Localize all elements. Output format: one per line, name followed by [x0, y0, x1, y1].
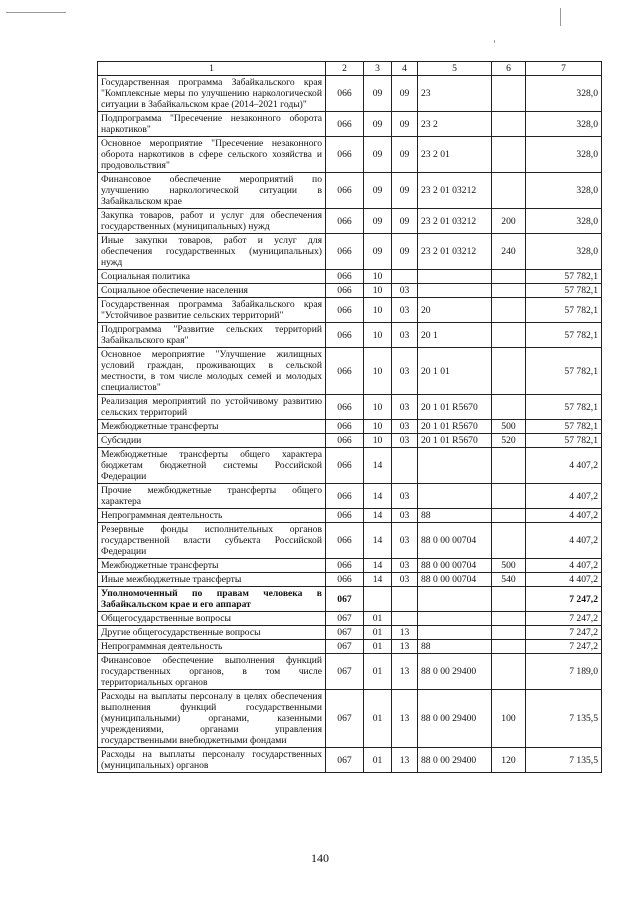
row-name-cell: Государственная программа Забайкальского края "Устойчивое развитие сельских территорий" [98, 298, 326, 323]
subsection-code-cell: 13 [392, 626, 418, 640]
amount-cell: 57 782,1 [526, 323, 602, 348]
subsection-code-cell: 09 [392, 112, 418, 137]
subsection-code-cell: 03 [392, 323, 418, 348]
row-name-cell: Общегосударственные вопросы [98, 612, 326, 626]
row-name-cell: Подпрограмма "Развитие сельских территорий Забайкальского края" [98, 323, 326, 348]
target-article-cell: 88 0 00 29400 [418, 690, 492, 748]
section-code-cell: 01 [364, 654, 392, 690]
expense-type-cell [492, 484, 526, 509]
row-name-cell: Социальное обеспечение населения [98, 284, 326, 298]
amount-cell: 328,0 [526, 76, 602, 112]
expense-type-cell [492, 654, 526, 690]
section-code-cell: 14 [364, 484, 392, 509]
grbs-code-cell: 067 [326, 640, 364, 654]
grbs-code-cell: 066 [326, 573, 364, 587]
grbs-code-cell: 066 [326, 523, 364, 559]
target-article-cell: 23 2 01 03212 [418, 234, 492, 270]
row-name-cell: Другие общегосударственные вопросы [98, 626, 326, 640]
expense-type-cell: 200 [492, 209, 526, 234]
subsection-code-cell: 03 [392, 284, 418, 298]
row-name-cell: Основное мероприятие "Улучшение жилищных условий граждан, проживающих в сельской местности, в том числе молодых семей и молодых специалистов" [98, 348, 326, 395]
amount-cell: 57 782,1 [526, 395, 602, 420]
subsection-code-cell: 03 [392, 434, 418, 448]
subsection-code-cell: 13 [392, 690, 418, 748]
expense-type-cell: 500 [492, 420, 526, 434]
expense-type-cell [492, 173, 526, 209]
amount-cell: 57 782,1 [526, 270, 602, 284]
expense-type-cell [492, 298, 526, 323]
target-article-cell [418, 270, 492, 284]
amount-cell: 7 247,2 [526, 612, 602, 626]
row-name-cell: Реализация мероприятий по устойчивому развитию сельских территорий [98, 395, 326, 420]
table-row [98, 448, 602, 484]
subsection-code-cell: 03 [392, 395, 418, 420]
grbs-code-cell: 066 [326, 270, 364, 284]
table-row [98, 612, 602, 626]
section-code-cell: 01 [364, 748, 392, 773]
table-row [98, 748, 602, 773]
expense-type-cell [492, 640, 526, 654]
row-name-cell: Межбюджетные трансферты [98, 559, 326, 573]
column-header: 1 [98, 62, 326, 76]
grbs-code-cell: 066 [326, 395, 364, 420]
expense-type-cell: 520 [492, 434, 526, 448]
row-name-cell: Расходы на выплаты персоналу государственных (муниципальных) органов [98, 748, 326, 773]
target-article-cell: 88 [418, 640, 492, 654]
subsection-code-cell [392, 448, 418, 484]
section-code-cell: 10 [364, 284, 392, 298]
target-article-cell: 23 2 01 03212 [418, 209, 492, 234]
section-code-cell: 09 [364, 76, 392, 112]
target-article-cell: 88 0 00 29400 [418, 748, 492, 773]
amount-cell: 328,0 [526, 137, 602, 173]
section-code-cell: 10 [364, 298, 392, 323]
subsection-code-cell [392, 587, 418, 612]
page-number: 140 [311, 851, 329, 865]
table-row [98, 420, 602, 434]
table-row [98, 434, 602, 448]
subsection-code-cell: 09 [392, 209, 418, 234]
target-article-cell [418, 612, 492, 626]
amount-cell: 7 189,0 [526, 654, 602, 690]
grbs-code-cell: 066 [326, 434, 364, 448]
target-article-cell: 88 0 00 00704 [418, 559, 492, 573]
amount-cell: 7 247,2 [526, 626, 602, 640]
table-row [98, 573, 602, 587]
target-article-cell: 20 1 01 [418, 348, 492, 395]
amount-cell: 4 407,2 [526, 484, 602, 509]
table-row [98, 587, 602, 612]
target-article-cell: 20 1 01 R5670 [418, 434, 492, 448]
grbs-code-cell: 066 [326, 112, 364, 137]
table-row [98, 690, 602, 748]
scan-artifact [494, 40, 495, 43]
grbs-code-cell: 067 [326, 587, 364, 612]
column-header: 5 [418, 62, 492, 76]
expense-type-cell [492, 137, 526, 173]
grbs-code-cell: 066 [326, 137, 364, 173]
section-code-cell: 14 [364, 523, 392, 559]
section-code-cell: 09 [364, 173, 392, 209]
amount-cell: 7 247,2 [526, 640, 602, 654]
row-name-cell: Закупка товаров, работ и услуг для обеспечения государственных (муниципальных) нужд [98, 209, 326, 234]
subsection-code-cell: 03 [392, 348, 418, 395]
section-code-cell: 10 [364, 270, 392, 284]
column-header: 4 [392, 62, 418, 76]
section-code-cell: 01 [364, 640, 392, 654]
section-code-cell: 10 [364, 420, 392, 434]
grbs-code-cell: 066 [326, 484, 364, 509]
expense-type-cell [492, 626, 526, 640]
subsection-code-cell: 09 [392, 76, 418, 112]
row-name-cell: Подпрограмма "Пресечение незаконного оборота наркотиков" [98, 112, 326, 137]
amount-cell: 4 407,2 [526, 573, 602, 587]
grbs-code-cell: 066 [326, 173, 364, 209]
row-name-cell: Межбюджетные трансферты общего характера бюджетам бюджетной системы Российской Федерации [98, 448, 326, 484]
column-header: 3 [364, 62, 392, 76]
amount-cell: 57 782,1 [526, 420, 602, 434]
amount-cell: 57 782,1 [526, 434, 602, 448]
amount-cell: 328,0 [526, 209, 602, 234]
section-code-cell: 01 [364, 690, 392, 748]
table-row [98, 348, 602, 395]
table-row [98, 209, 602, 234]
table-row [98, 112, 602, 137]
table-row [98, 298, 602, 323]
table-row [98, 509, 602, 523]
row-name-cell: Основное мероприятие "Пресечение незаконного оборота наркотиков в сфере сельского хозяйства и продовольствия" [98, 137, 326, 173]
subsection-code-cell: 13 [392, 640, 418, 654]
section-code-cell: 09 [364, 234, 392, 270]
section-code-cell: 10 [364, 434, 392, 448]
row-name-cell: Финансовое обеспечение выполнения функций государственных органов, в том числе территориальных органов [98, 654, 326, 690]
subsection-code-cell: 13 [392, 748, 418, 773]
section-code-cell: 10 [364, 348, 392, 395]
section-code-cell: 10 [364, 323, 392, 348]
column-header: 6 [492, 62, 526, 76]
grbs-code-cell: 066 [326, 348, 364, 395]
target-article-cell: 88 [418, 509, 492, 523]
section-code-cell: 09 [364, 112, 392, 137]
expense-type-cell [492, 587, 526, 612]
target-article-cell: 88 0 00 00704 [418, 523, 492, 559]
table-row [98, 284, 602, 298]
amount-cell: 328,0 [526, 173, 602, 209]
grbs-code-cell: 066 [326, 448, 364, 484]
table-row [98, 234, 602, 270]
expense-type-cell [492, 112, 526, 137]
table-row [98, 654, 602, 690]
column-header: 2 [326, 62, 364, 76]
subsection-code-cell: 03 [392, 298, 418, 323]
row-name-cell: Непрограммная деятельность [98, 640, 326, 654]
table-row [98, 523, 602, 559]
subsection-code-cell: 13 [392, 654, 418, 690]
amount-cell: 7 135,5 [526, 748, 602, 773]
subsection-code-cell: 09 [392, 137, 418, 173]
target-article-cell: 88 0 00 29400 [418, 654, 492, 690]
target-article-cell [418, 626, 492, 640]
subsection-code-cell: 09 [392, 234, 418, 270]
row-name-cell: Социальная политика [98, 270, 326, 284]
table-row [98, 640, 602, 654]
target-article-cell [418, 587, 492, 612]
grbs-code-cell: 066 [326, 209, 364, 234]
grbs-code-cell: 066 [326, 509, 364, 523]
section-code-cell: 01 [364, 612, 392, 626]
subsection-code-cell: 09 [392, 173, 418, 209]
target-article-cell [418, 484, 492, 509]
row-name-cell: Прочие межбюджетные трансферты общего характера [98, 484, 326, 509]
target-article-cell: 20 [418, 298, 492, 323]
subsection-code-cell [392, 270, 418, 284]
table-row [98, 76, 602, 112]
target-article-cell: 23 2 [418, 112, 492, 137]
amount-cell: 4 407,2 [526, 448, 602, 484]
grbs-code-cell: 066 [326, 284, 364, 298]
table-row [98, 173, 602, 209]
scan-artifact [560, 8, 561, 26]
target-article-cell: 88 0 00 00704 [418, 573, 492, 587]
amount-cell: 328,0 [526, 234, 602, 270]
expense-type-cell: 540 [492, 573, 526, 587]
target-article-cell: 20 1 [418, 323, 492, 348]
amount-cell: 328,0 [526, 112, 602, 137]
row-name-cell: Резервные фонды исполнительных органов государственной власти субъекта Российской Федерации [98, 523, 326, 559]
column-header: 7 [526, 62, 602, 76]
grbs-code-cell: 067 [326, 748, 364, 773]
grbs-code-cell: 066 [326, 298, 364, 323]
section-code-cell: 09 [364, 209, 392, 234]
section-code-cell: 14 [364, 448, 392, 484]
budget-table [97, 61, 602, 773]
subsection-code-cell: 03 [392, 484, 418, 509]
expense-type-cell [492, 448, 526, 484]
section-code-cell: 10 [364, 395, 392, 420]
expense-type-cell [492, 509, 526, 523]
target-article-cell [418, 448, 492, 484]
subsection-code-cell: 03 [392, 420, 418, 434]
table-row [98, 559, 602, 573]
section-code-cell: 01 [364, 626, 392, 640]
row-name-cell: Финансовое обеспечение мероприятий по улучшению наркологической ситуации в Забайкальском крае [98, 173, 326, 209]
target-article-cell: 23 2 01 03212 [418, 173, 492, 209]
row-name-cell: Непрограммная деятельность [98, 509, 326, 523]
grbs-code-cell: 066 [326, 323, 364, 348]
row-name-cell: Государственная программа Забайкальского края "Комплексные меры по улучшению наркологической ситуации в Забайкальском крае (2014–2021 годы)" [98, 76, 326, 112]
row-name-cell: Уполномоченный по правам человека в Забайкальском крае и его аппарат [98, 587, 326, 612]
table-body [98, 76, 602, 773]
grbs-code-cell: 067 [326, 690, 364, 748]
expense-type-cell: 500 [492, 559, 526, 573]
expense-type-cell: 240 [492, 234, 526, 270]
target-article-cell [418, 284, 492, 298]
table-row [98, 626, 602, 640]
expense-type-cell [492, 523, 526, 559]
amount-cell: 4 407,2 [526, 509, 602, 523]
expense-type-cell: 100 [492, 690, 526, 748]
amount-cell: 57 782,1 [526, 284, 602, 298]
expense-type-cell [492, 348, 526, 395]
expense-type-cell [492, 76, 526, 112]
target-article-cell: 23 2 01 [418, 137, 492, 173]
grbs-code-cell: 067 [326, 626, 364, 640]
amount-cell: 57 782,1 [526, 298, 602, 323]
section-code-cell: 14 [364, 509, 392, 523]
row-name-cell: Иные закупки товаров, работ и услуг для обеспечения государственных (муниципальных) нужд [98, 234, 326, 270]
table-row [98, 395, 602, 420]
section-code-cell: 14 [364, 559, 392, 573]
amount-cell: 4 407,2 [526, 559, 602, 573]
expense-type-cell: 120 [492, 748, 526, 773]
subsection-code-cell: 03 [392, 509, 418, 523]
target-article-cell: 20 1 01 R5670 [418, 395, 492, 420]
amount-cell: 4 407,2 [526, 523, 602, 559]
grbs-code-cell: 066 [326, 76, 364, 112]
table-row [98, 270, 602, 284]
row-name-cell: Межбюджетные трансферты [98, 420, 326, 434]
grbs-code-cell: 066 [326, 420, 364, 434]
table-row [98, 484, 602, 509]
expense-type-cell [492, 612, 526, 626]
grbs-code-cell: 066 [326, 559, 364, 573]
subsection-code-cell: 03 [392, 559, 418, 573]
grbs-code-cell: 066 [326, 234, 364, 270]
expense-type-cell [492, 395, 526, 420]
expense-type-cell [492, 284, 526, 298]
expense-type-cell [492, 270, 526, 284]
row-name-cell: Иные межбюджетные трансферты [98, 573, 326, 587]
scan-artifact [6, 12, 66, 13]
subsection-code-cell: 03 [392, 573, 418, 587]
table-row [98, 137, 602, 173]
section-code-cell: 14 [364, 573, 392, 587]
amount-cell: 7 247,2 [526, 587, 602, 612]
expense-type-cell [492, 323, 526, 348]
row-name-cell: Расходы на выплаты персоналу в целях обеспечения выполнения функций государственными (муниципальными) органами, казенными учреждениями, органами управления государственными внебюджетными фондами [98, 690, 326, 748]
section-code-cell [364, 587, 392, 612]
grbs-code-cell: 067 [326, 612, 364, 626]
target-article-cell: 23 [418, 76, 492, 112]
subsection-code-cell: 03 [392, 523, 418, 559]
subsection-code-cell [392, 612, 418, 626]
target-article-cell: 20 1 01 R5670 [418, 420, 492, 434]
section-code-cell: 09 [364, 137, 392, 173]
row-name-cell: Субсидии [98, 434, 326, 448]
table-row [98, 323, 602, 348]
amount-cell: 7 135,5 [526, 690, 602, 748]
grbs-code-cell: 067 [326, 654, 364, 690]
table-header-row [98, 62, 602, 76]
amount-cell: 57 782,1 [526, 348, 602, 395]
